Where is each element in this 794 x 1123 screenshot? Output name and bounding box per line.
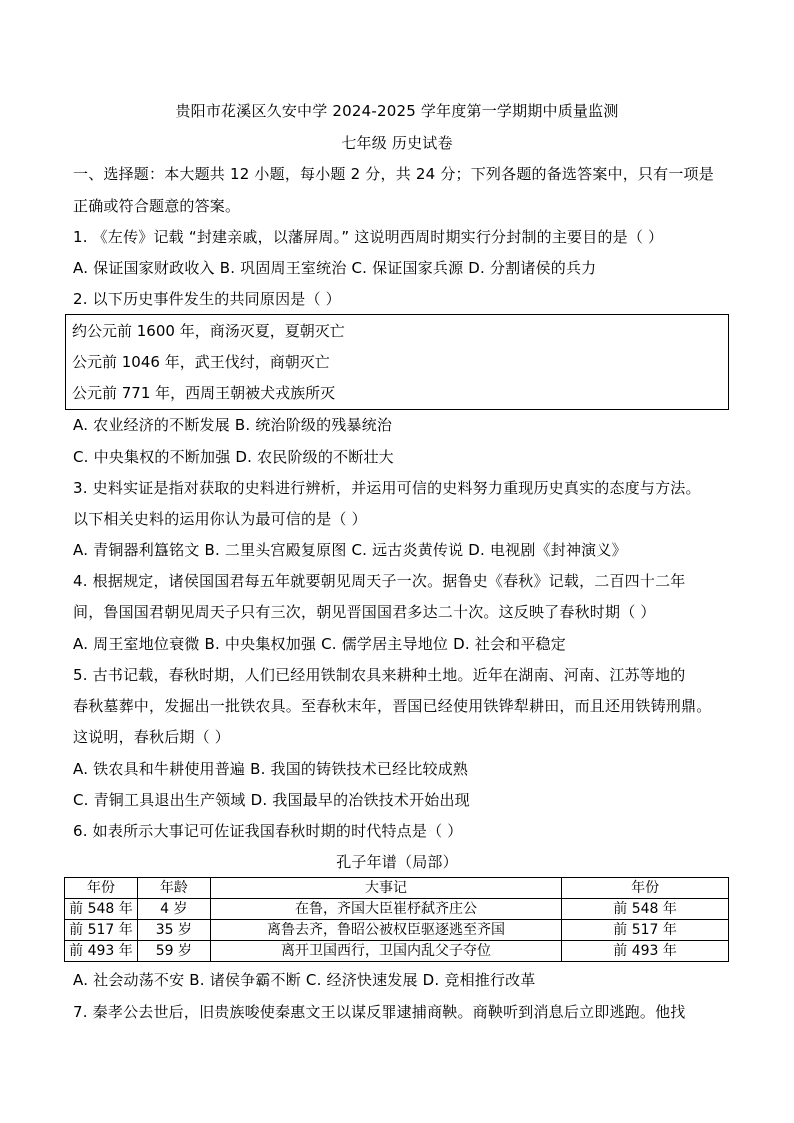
- question-1-options: A. 保证国家财政收入 B. 巩固周王室统治 C. 保证国家兵源 D. 分割诸侯的兵力: [73, 259, 597, 277]
- table-cell: 前 517 年: [562, 920, 729, 941]
- table-cell: 前 548 年: [562, 899, 729, 920]
- question-3-stem-line1: 3. 史料实证是指对获取的史料进行辨析，并运用可信的史料努力重现历史真实的态度与方法。: [73, 479, 701, 497]
- table-header: 年龄: [137, 878, 210, 899]
- table-cell: 前 493 年: [562, 941, 729, 962]
- question-3-options: A. 青铜器利簋铭文 B. 二里头宫殿复原图 C. 远古炎黄传说 D. 电视剧《封神演义》: [73, 541, 627, 559]
- question-4-stem-line2: 间，鲁国国君朝见周天子只有三次，朝见晋国国君多达二十次。这反映了春秋时期（ ）: [73, 603, 656, 621]
- table-header: 年份: [562, 878, 729, 899]
- question-6-stem: 6. 如表所示大事记可佐证我国春秋时期的时代特点是（ ）: [73, 822, 463, 840]
- question-1-stem: 1. 《左传》记载 “封建亲戚，以藩屏周。” 这说明西周时期实行分封制的主要目的是（ ）: [73, 228, 664, 246]
- exam-title: 贵阳市花溪区久安中学 2024-2025 学年度第一学期期中质量监测: [175, 102, 619, 120]
- question-5-stem-line1: 5. 古书记载，春秋时期，人们已经用铁制农具来耕种土地。近年在湖南、河南、江苏等地的: [73, 666, 686, 684]
- table-header-row: [65, 878, 729, 899]
- table-cell: 35 岁: [137, 920, 210, 941]
- question-5-options-ab: A. 铁农具和牛耕使用普遍 B. 我国的铸铁技术已经比较成熟: [73, 760, 469, 778]
- table-cell: 59 岁: [137, 941, 210, 962]
- table-cell: 前 493 年: [65, 941, 138, 962]
- material-line-3: 公元前 771 年，西周王朝被犬戎族所灭: [72, 384, 336, 402]
- question-2-options-ab: A. 农业经济的不断发展 B. 统治阶级的残暴统治: [73, 416, 393, 434]
- table-cell: 4 岁: [137, 899, 210, 920]
- question-5-options-cd: C. 青铜工具退出生产领域 D. 我国最早的冶铁技术开始出现: [73, 791, 470, 809]
- question-4-options: A. 周王室地位衰微 B. 中央集权加强 C. 儒学居主导地位 D. 社会和平稳定: [73, 635, 566, 653]
- question-2-material-box: [65, 314, 729, 410]
- table-cell: 离鲁去齐，鲁昭公被权臣驱逐逃至齐国: [210, 920, 561, 941]
- table-row: [65, 920, 729, 941]
- question-2-options-cd: C. 中央集权的不断加强 D. 农民阶级的不断壮大: [73, 448, 394, 466]
- table-cell: 离开卫国西行，卫国内乱父子夺位: [210, 941, 561, 962]
- question-7-stem-line1: 7. 秦孝公去世后，旧贵族唆使秦惠文王以谋反罪逮捕商鞅。商鞅听到消息后立即逃跑。他找: [73, 1003, 686, 1021]
- material-line-2: 公元前 1046 年，武王伐纣，商朝灭亡: [72, 353, 330, 371]
- question-3-stem-line2: 以下相关史料的运用你认为最可信的是（ ）: [73, 510, 367, 528]
- question-2-stem: 2. 以下历史事件发生的共同原因是（ ）: [73, 290, 341, 308]
- table-cell: 在鲁，齐国大臣崔杼弑齐庄公: [210, 899, 561, 920]
- question-5-stem-line3: 这说明，春秋后期（ ）: [73, 728, 230, 746]
- question-4-stem-line1: 4. 根据规定，诸侯国国君每五年就要朝见周天子一次。据鲁史《春秋》记载，二百四十二年: [73, 572, 686, 590]
- table-header: 大事记: [210, 878, 561, 899]
- material-line-1: 约公元前 1600 年，商汤灭夏，夏朝灭亡: [72, 322, 345, 340]
- question-6-options: A. 社会动荡不安 B. 诸侯争霸不断 C. 经济快速发展 D. 竞相推行改革: [73, 971, 536, 989]
- question-5-stem-line2: 春秋墓葬中，发掘出一批铁农具。至春秋末年，晋国已经使用铁铧犁耕田，而且还用铁铸刑鼎。: [73, 697, 712, 715]
- table-row: [65, 899, 729, 920]
- section-instructions-line2: 正确或符合题意的答案。: [73, 197, 241, 215]
- table-cell: 前 517 年: [65, 920, 138, 941]
- question-6-table-title: 孔子年谱（局部）: [336, 853, 458, 871]
- exam-subtitle: 七年级 历史试卷: [341, 134, 453, 152]
- table-cell: 前 548 年: [65, 899, 138, 920]
- confucius-chronology-table: [64, 877, 729, 962]
- section-instructions-line1: 一、选择题：本大题共 12 小题，每小题 2 分，共 24 分；下列各题的备选答案中，只有一项是: [73, 165, 714, 183]
- table-row: [65, 941, 729, 962]
- table-header: 年份: [65, 878, 138, 899]
